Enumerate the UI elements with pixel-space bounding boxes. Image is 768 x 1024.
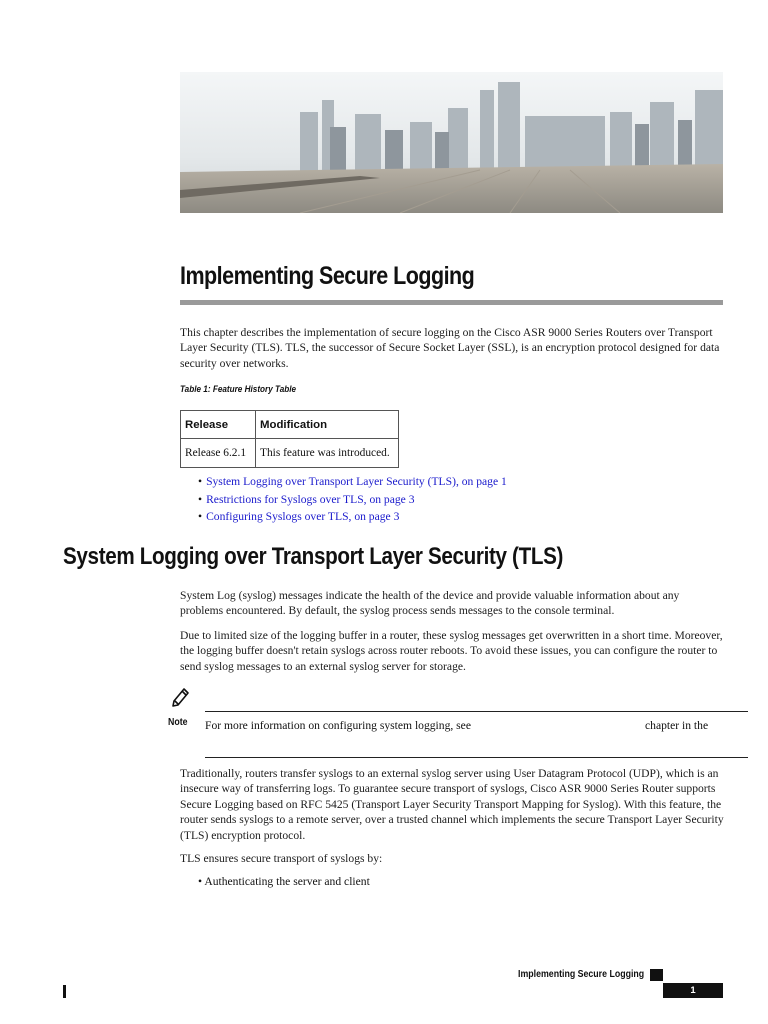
section-paragraph: Traditionally, routers transfer syslogs to an external syslog server using User Datagram Protocol (UDP), which is an insecure way of transferring logs. To guarantee secure transport of syslogs, Cisco ASR 9000 Series Router supports Secure Logging based on RFC 5425 (Transport Layer Security Transport Mapping for Syslog). With this feature, the router sends syslogs to a remote server, over a trusted channel which implements the secure Transport Layer Security (TLS) encryption protocol.: [180, 767, 724, 842]
footer-left-marker: [63, 985, 66, 998]
toc-item[interactable]: [198, 473, 507, 491]
note-text-continued: chapter in the: [645, 719, 709, 732]
chapter-toc: [198, 473, 507, 526]
toc-link[interactable]: Restrictions for Syslogs over TLS, on page 3: [206, 492, 415, 506]
bullet-icon: •: [198, 492, 203, 506]
note-bottom-rule: [205, 757, 748, 758]
section-paragraph: Due to limited size of the logging buffer in a router, these syslog messages get overwritten in a short time. Moreover, the logging buffer doesn't retain syslogs across router reboots. To avoid these issues, you can configure the router to send syslog messages to an external syslog server for storage.: [180, 629, 723, 673]
cell-release: Release 6.2.1: [181, 439, 256, 468]
section-title: System Logging over Transport Layer Security (TLS): [63, 543, 564, 570]
title-rule: [180, 300, 723, 305]
pencil-icon: [168, 684, 192, 713]
header-modification: Modification: [256, 411, 399, 439]
table-header-row: [181, 411, 399, 439]
note-label: Note: [168, 717, 188, 728]
banner-image: [180, 72, 723, 213]
header-release: Release: [181, 411, 256, 439]
bullet-icon: •: [198, 875, 205, 888]
table-row: [181, 439, 399, 468]
section-paragraph: System Log (syslog) messages indicate the health of the device and provide valuable information about any problems encountered. By default, the syslog process sends messages to the console terminal.: [180, 589, 680, 618]
note-top-rule: [205, 711, 748, 712]
footer-title: Implementing Secure Logging: [518, 969, 645, 980]
footer-marker: [650, 969, 663, 981]
page-number: 1: [663, 983, 723, 998]
chapter-title: Implementing Secure Logging: [180, 262, 475, 290]
table-caption: Table 1: Feature History Table: [180, 384, 297, 395]
toc-item[interactable]: [198, 508, 507, 526]
toc-link[interactable]: System Logging over Transport Layer Security (TLS), on page 1: [206, 475, 507, 488]
list-item-text: Authenticating the server and client: [204, 875, 370, 888]
note-text: For more information on configuring system logging, see: [205, 719, 471, 732]
list-item: [198, 875, 370, 888]
intro-paragraph: This chapter describes the implementation of secure logging on the Cisco ASR 9000 Series Routers over Transport Layer Security (TLS). TLS, the successor of Secure Socket Layer (SSL), is an encryption protocol designed for data security over networks.: [180, 326, 720, 370]
toc-link[interactable]: Configuring Syslogs over TLS, on page 3: [206, 510, 400, 523]
section-paragraph: TLS ensures secure transport of syslogs by:: [180, 852, 383, 865]
cell-modification: This feature was introduced.: [256, 439, 399, 468]
bullet-icon: •: [198, 510, 203, 523]
toc-item[interactable]: [198, 491, 507, 509]
city-skyline-image: [180, 72, 723, 213]
bullet-icon: •: [198, 475, 203, 488]
feature-history-table: [180, 410, 399, 468]
